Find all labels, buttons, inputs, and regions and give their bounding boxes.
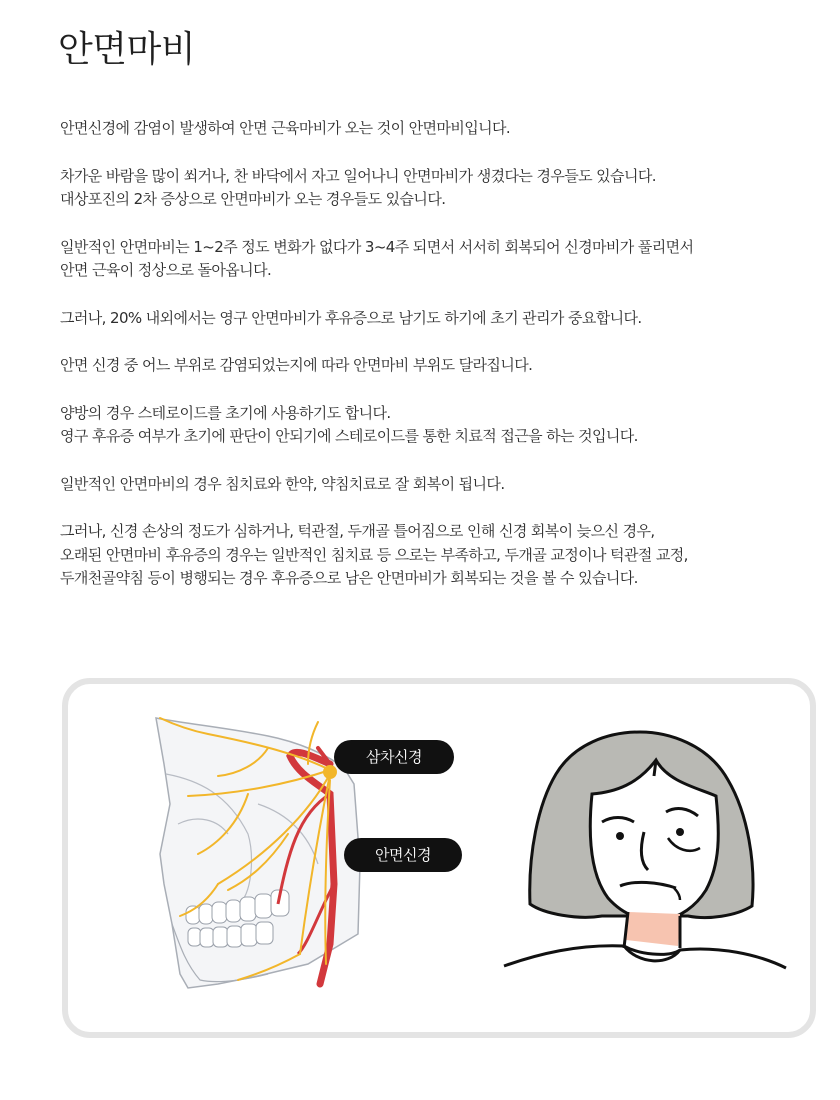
page-title: 안면마비 xyxy=(58,29,196,70)
paragraph-line: 일반적인 안면마비는 1~2주 정도 변화가 없다가 3~4주 되면서 서서히 회복되어 신경마비가 풀리면서 xyxy=(60,237,694,256)
paragraph-line: 영구 후유증 여부가 초기에 판단이 안되기에 스테로이드를 통한 치료적 접근을 하는 것입니다. xyxy=(60,427,638,445)
paragraph-line: 양방의 경우 스테로이드를 초기에 사용하기도 합니다. xyxy=(60,403,391,422)
trigeminal-nerve-label: 삼차신경 xyxy=(334,740,454,774)
facial-nerve-label: 안면신경 xyxy=(344,838,462,872)
paragraph-line: 두개천골약침 등이 병행되는 경우 후유증으로 남은 안면마비가 회복되는 것을 볼 수 있습니다. xyxy=(60,569,638,587)
paragraph-7 xyxy=(60,473,800,497)
paragraph-line: 안면 근육이 정상으로 돌아옵니다. xyxy=(60,261,272,279)
shoulders xyxy=(504,946,786,968)
article-body xyxy=(60,117,800,615)
illustration-panel xyxy=(62,678,816,1038)
left-eye xyxy=(616,832,624,840)
paragraph-line: 일반적인 안면마비의 경우 침치료와 한약, 약침치료로 잘 회복이 됩니다. xyxy=(60,474,505,493)
skull-nerve-illustration xyxy=(156,718,360,988)
paragraph-3 xyxy=(60,236,800,283)
paragraph-line: 안면신경에 감염이 발생하여 안면 근육마비가 오는 것이 안면마비입니다. xyxy=(60,119,511,137)
paragraph-line: 그러나, 20% 내외에서는 영구 안면마비가 후유증으로 남기도 하기에 초기 관리가 중요합니다. xyxy=(60,308,642,327)
neck-shadow xyxy=(626,912,680,946)
paragraph-2 xyxy=(60,165,800,212)
paragraph-1 xyxy=(60,117,800,141)
woman-face-illustration xyxy=(504,732,786,968)
paragraph-6 xyxy=(60,402,800,449)
nerve-ganglion xyxy=(323,765,337,779)
paragraph-line: 오래된 안면마비 후유증의 경우는 일반적인 침치료 등 으로는 부족하고, 두개골 교정이나 턱관절 교정, xyxy=(60,545,688,564)
paragraph-5 xyxy=(60,354,800,378)
paragraph-line: 차가운 바람을 많이 쐬거나, 찬 바닥에서 자고 일어나니 안면마비가 생겼다는 경우들도 있습니다. xyxy=(60,166,656,185)
paragraph-line: 그러나, 신경 손상의 정도가 심하거나, 턱관절, 두개골 틀어짐으로 인해 신경 회복이 늦으신 경우, xyxy=(60,522,655,540)
paragraph-line: 안면 신경 중 어느 부위로 감염되었는지에 따라 안면마비 부위도 달라집니다. xyxy=(60,356,533,374)
paragraph-8 xyxy=(60,520,800,591)
paragraph-line: 대상포진의 2차 증상으로 안면마비가 오는 경우들도 있습니다. xyxy=(60,190,446,208)
paragraph-4 xyxy=(60,307,800,331)
right-eye xyxy=(676,828,684,836)
